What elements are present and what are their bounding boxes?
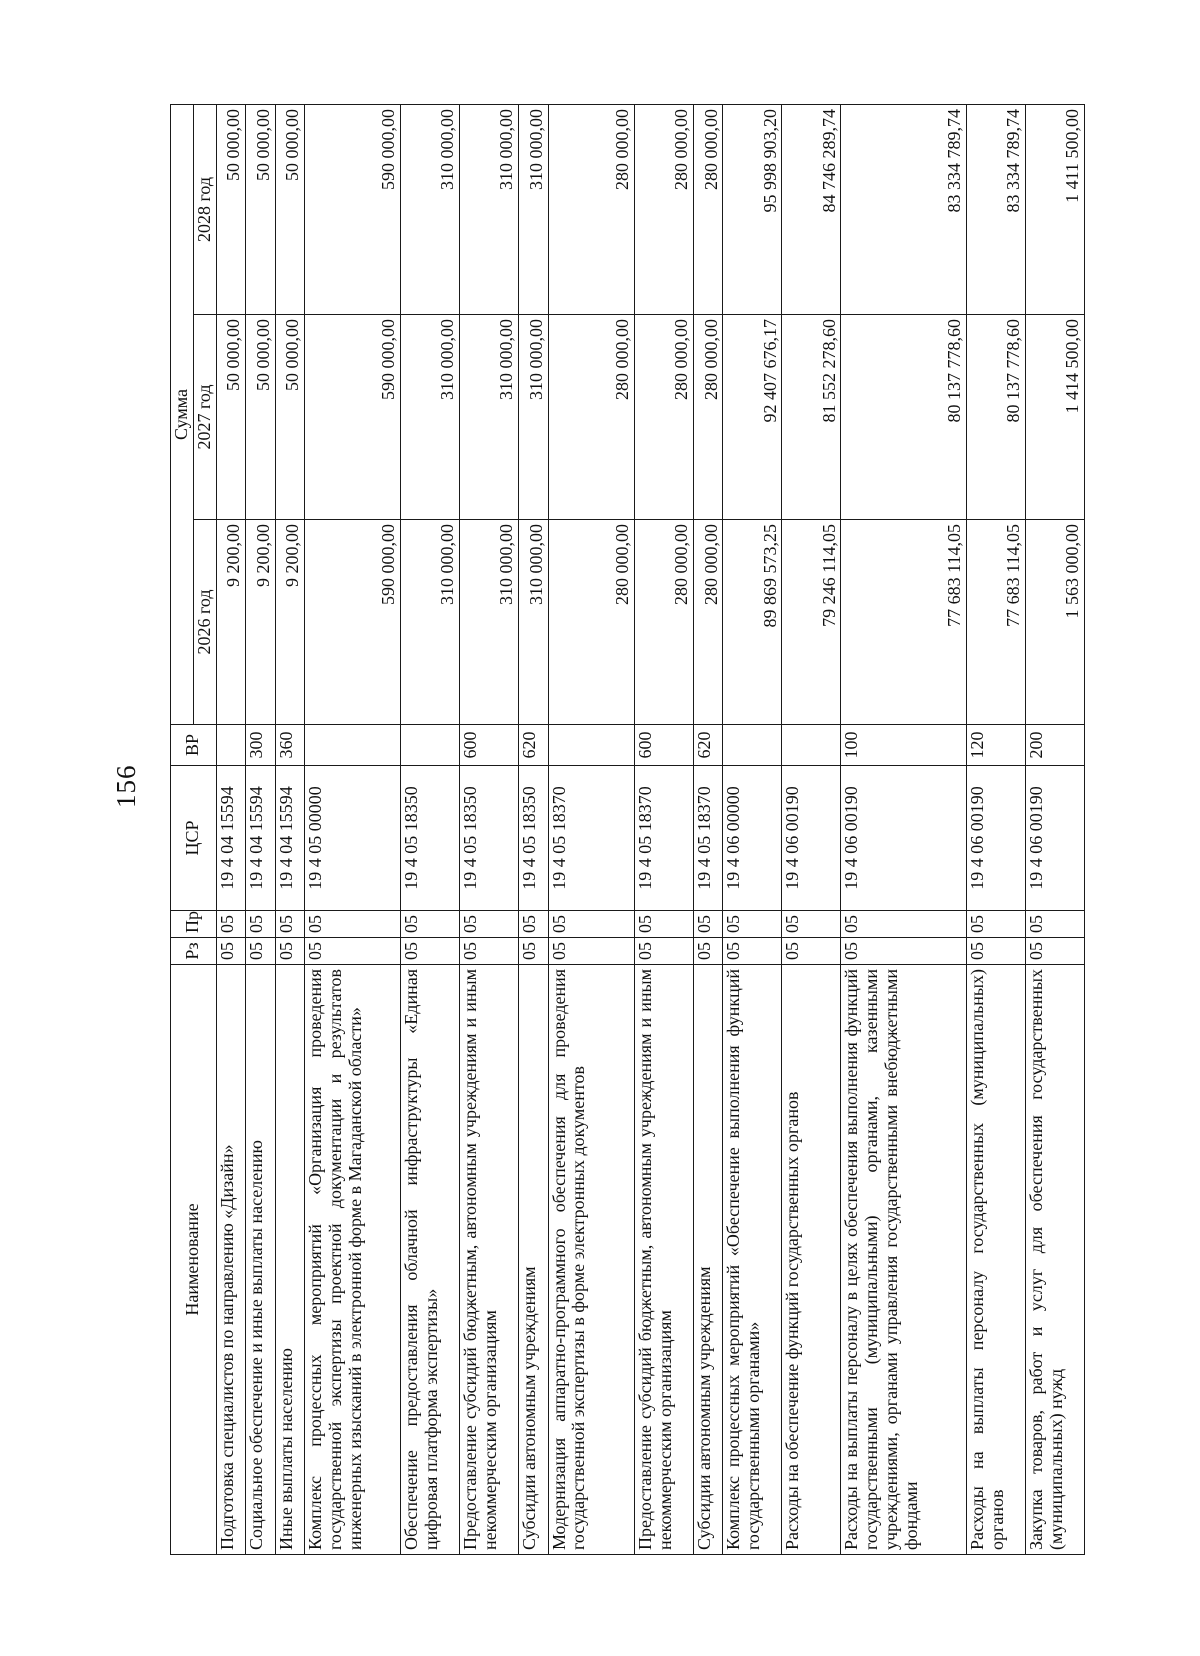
- row-amount-2026: 280 000,00: [634, 520, 693, 725]
- row-vr: [548, 725, 634, 766]
- row-amount-2027: 80 137 778,60: [841, 315, 966, 520]
- table-row: [519, 104, 549, 1554]
- row-pr: 05: [401, 911, 460, 938]
- row-name: Комплекс процессных мероприятий «Организация проведения государственной экспертизы проектной документации и результатов инженерных изысканий в электронной форме в Магаданской области»: [305, 965, 401, 1555]
- table-row: [634, 104, 693, 1554]
- header-pr: Пр: [171, 911, 217, 938]
- row-name: Субсидии автономным учреждениям: [693, 965, 723, 1555]
- row-csr: 19 4 06 00190: [782, 766, 841, 911]
- row-vr: 360: [275, 725, 305, 766]
- row-rz: 05: [723, 938, 782, 965]
- row-amount-2028: 1 411 500,00: [1025, 104, 1084, 314]
- header-year-2028: 2028 год: [193, 104, 216, 314]
- row-pr: 05: [460, 911, 519, 938]
- table-row: [548, 104, 634, 1554]
- header-name: Наименование: [171, 965, 217, 1555]
- row-rz: 05: [782, 938, 841, 965]
- row-amount-2026: 310 000,00: [460, 520, 519, 725]
- table-row: [841, 104, 966, 1554]
- row-name: Субсидии автономным учреждениям: [519, 965, 549, 1555]
- row-name: Закупка товаров, работ и услуг для обеспечения государственных (муниципальных) нужд: [1025, 965, 1084, 1555]
- row-csr: 19 4 06 00190: [841, 766, 966, 911]
- row-pr: 05: [548, 911, 634, 938]
- row-amount-2028: 83 334 789,74: [966, 104, 1025, 314]
- row-csr: 19 4 05 18370: [693, 766, 723, 911]
- header-csr: ЦСР: [171, 766, 217, 911]
- row-amount-2027: 81 552 278,60: [782, 315, 841, 520]
- row-amount-2027: 92 407 676,17: [723, 315, 782, 520]
- row-amount-2028: 50 000,00: [246, 104, 276, 314]
- row-amount-2028: 280 000,00: [634, 104, 693, 314]
- row-rz: 05: [548, 938, 634, 965]
- table-body: [216, 104, 1084, 1554]
- budget-table: [170, 104, 1085, 1555]
- row-amount-2028: 280 000,00: [548, 104, 634, 314]
- row-amount-2026: 280 000,00: [693, 520, 723, 725]
- row-rz: 05: [966, 938, 1025, 965]
- row-pr: 05: [723, 911, 782, 938]
- row-vr: 120: [966, 725, 1025, 766]
- row-vr: [782, 725, 841, 766]
- row-vr: [723, 725, 782, 766]
- header-vr: ВР: [171, 725, 217, 766]
- row-csr: 19 4 04 15594: [275, 766, 305, 911]
- table-row: [693, 104, 723, 1554]
- row-amount-2027: 280 000,00: [634, 315, 693, 520]
- table-row: [401, 104, 460, 1554]
- row-amount-2028: 83 334 789,74: [841, 104, 966, 314]
- row-csr: 19 4 06 00000: [723, 766, 782, 911]
- row-csr: 19 4 05 18350: [460, 766, 519, 911]
- row-amount-2027: 50 000,00: [216, 315, 246, 520]
- row-amount-2026: 1 563 000,00: [1025, 520, 1084, 725]
- table-row: [216, 104, 246, 1554]
- row-csr: 19 4 06 00190: [1025, 766, 1084, 911]
- row-pr: 05: [634, 911, 693, 938]
- table-row: [275, 104, 305, 1554]
- row-vr: [216, 725, 246, 766]
- row-amount-2026: 9 200,00: [216, 520, 246, 725]
- rotated-table-wrapper: [170, 105, 1085, 1555]
- row-amount-2027: 80 137 778,60: [966, 315, 1025, 520]
- row-name: Иные выплаты населению: [275, 965, 305, 1555]
- row-amount-2026: 9 200,00: [275, 520, 305, 725]
- row-amount-2027: 50 000,00: [275, 315, 305, 520]
- row-amount-2028: 95 998 903,20: [723, 104, 782, 314]
- row-rz: 05: [460, 938, 519, 965]
- row-amount-2028: 50 000,00: [216, 104, 246, 314]
- row-pr: 05: [782, 911, 841, 938]
- row-amount-2028: 310 000,00: [401, 104, 460, 314]
- row-csr: 19 4 05 18370: [634, 766, 693, 911]
- row-csr: 19 4 05 18350: [401, 766, 460, 911]
- row-pr: 05: [275, 911, 305, 938]
- row-rz: 05: [841, 938, 966, 965]
- row-csr: 19 4 05 18370: [548, 766, 634, 911]
- row-amount-2028: 84 746 289,74: [782, 104, 841, 314]
- row-amount-2026: 590 000,00: [305, 520, 401, 725]
- row-vr: 620: [519, 725, 549, 766]
- row-amount-2028: 590 000,00: [305, 104, 401, 314]
- row-name: Обеспечение предоставления облачной инфраструктуры «Единая цифровая платформа экспертизы»: [401, 965, 460, 1555]
- row-vr: [305, 725, 401, 766]
- header-rz: Рз: [171, 938, 217, 965]
- row-csr: 19 4 05 18350: [519, 766, 549, 911]
- row-rz: 05: [693, 938, 723, 965]
- row-vr: 600: [634, 725, 693, 766]
- row-rz: 05: [519, 938, 549, 965]
- row-vr: 600: [460, 725, 519, 766]
- row-amount-2028: 280 000,00: [693, 104, 723, 314]
- row-rz: 05: [246, 938, 276, 965]
- row-pr: 05: [1025, 911, 1084, 938]
- row-rz: 05: [305, 938, 401, 965]
- row-amount-2028: 310 000,00: [460, 104, 519, 314]
- header-year-2026: 2026 год: [193, 520, 216, 725]
- table-row: [723, 104, 782, 1554]
- row-pr: 05: [305, 911, 401, 938]
- table-row: [782, 104, 841, 1554]
- row-amount-2027: 310 000,00: [460, 315, 519, 520]
- table-row: [1025, 104, 1084, 1554]
- row-name: Комплекс процессных мероприятий «Обеспечение выполнения функций государственными органами»: [723, 965, 782, 1555]
- header-sum: Сумма: [171, 104, 194, 724]
- header-year-2027: 2027 год: [193, 315, 216, 520]
- row-vr: [401, 725, 460, 766]
- row-pr: 05: [519, 911, 549, 938]
- row-amount-2027: 310 000,00: [519, 315, 549, 520]
- row-csr: 19 4 05 00000: [305, 766, 401, 911]
- table-row: [460, 104, 519, 1554]
- row-pr: 05: [216, 911, 246, 938]
- row-pr: 05: [841, 911, 966, 938]
- row-pr: 05: [966, 911, 1025, 938]
- row-amount-2026: 9 200,00: [246, 520, 276, 725]
- row-amount-2028: 310 000,00: [519, 104, 549, 314]
- row-rz: 05: [401, 938, 460, 965]
- row-amount-2028: 50 000,00: [275, 104, 305, 314]
- row-vr: 300: [246, 725, 276, 766]
- row-name: Расходы на обеспечение функций государственных органов: [782, 965, 841, 1555]
- row-amount-2027: 590 000,00: [305, 315, 401, 520]
- row-name: Социальное обеспечение и иные выплаты населению: [246, 965, 276, 1555]
- table-row: [305, 104, 401, 1554]
- row-csr: 19 4 04 15594: [216, 766, 246, 911]
- row-name: Модернизация аппаратно-программного обеспечения для проведения государственной экспертизы в форме электронных документов: [548, 965, 634, 1555]
- row-rz: 05: [275, 938, 305, 965]
- row-name: Подготовка специалистов по направлению «Дизайн»: [216, 965, 246, 1555]
- row-amount-2027: 280 000,00: [693, 315, 723, 520]
- row-amount-2026: 280 000,00: [548, 520, 634, 725]
- row-pr: 05: [693, 911, 723, 938]
- row-name: Предоставление субсидий бюджетным, автономным учреждениям и иным некоммерческим организациям: [634, 965, 693, 1555]
- row-name: Расходы на выплаты персоналу государственных (муниципальных) органов: [966, 965, 1025, 1555]
- row-amount-2026: 77 683 114,05: [966, 520, 1025, 725]
- table-row: [246, 104, 276, 1554]
- row-amount-2026: 79 246 114,05: [782, 520, 841, 725]
- row-name: Предоставление субсидий бюджетным, автономным учреждениям и иным некоммерческим организациям: [460, 965, 519, 1555]
- page-number: 156: [111, 764, 141, 808]
- row-amount-2027: 1 414 500,00: [1025, 315, 1084, 520]
- table-row: [966, 104, 1025, 1554]
- row-pr: 05: [246, 911, 276, 938]
- row-csr: 19 4 06 00190: [966, 766, 1025, 911]
- row-amount-2027: 280 000,00: [548, 315, 634, 520]
- row-vr: 620: [693, 725, 723, 766]
- row-rz: 05: [1025, 938, 1084, 965]
- row-rz: 05: [216, 938, 246, 965]
- row-amount-2026: 310 000,00: [401, 520, 460, 725]
- row-amount-2026: 77 683 114,05: [841, 520, 966, 725]
- row-csr: 19 4 04 15594: [246, 766, 276, 911]
- row-amount-2026: 89 869 573,25: [723, 520, 782, 725]
- row-vr: 100: [841, 725, 966, 766]
- row-amount-2027: 310 000,00: [401, 315, 460, 520]
- row-amount-2027: 50 000,00: [246, 315, 276, 520]
- row-amount-2026: 310 000,00: [519, 520, 549, 725]
- row-rz: 05: [634, 938, 693, 965]
- row-vr: 200: [1025, 725, 1084, 766]
- row-name: Расходы на выплаты персоналу в целях обеспечения выполнения функций государственными (муниципальными) органами, казенными учреждениями, органами управления государственными внебюджетными фондами: [841, 965, 966, 1555]
